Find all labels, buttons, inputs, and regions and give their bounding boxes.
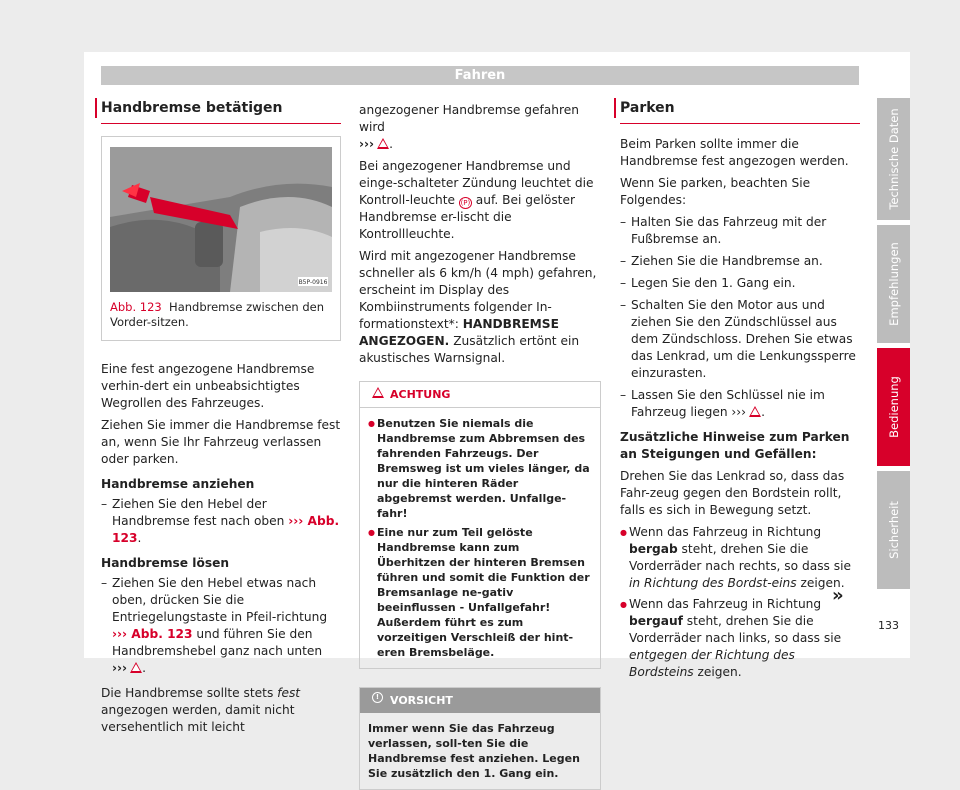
paragraph: angezogener Handbremse gefahren wird ››› . xyxy=(359,103,579,151)
paragraph: Bei angezogener Handbremse und einge-schalteter Zündung leuchtet die Kontroll-leuchte (P) auf. Bei gelöster Handbremse er-lischt die Kontrollleuchte. xyxy=(359,159,594,241)
figure-code: B5P-0916 xyxy=(298,279,328,286)
figure-123 xyxy=(101,136,341,341)
paragraph: Ziehen Sie immer die Handbremse fest an, wenn Sie Ihr Fahrzeug verlassen oder parken. xyxy=(101,418,341,466)
warning-link[interactable]: ››› xyxy=(359,137,375,151)
warning-item: ● Benutzen Sie niemals die Handbremse zum Abbremsen des fahrenden Fahrzeugs. Der Bremsweg ist um vieles länger, da nur die hinteren Räder abgebremst werden. Unfallge-fahr! xyxy=(368,416,590,521)
paragraph: Wird mit angezogener Handbremse schneller als 6 km/h (4 mph) gefahren, erscheint im Display des Kombiinstruments folgender In-formationstext*: HANDBREMSE ANGEZOGEN. Zusätzlich ertönt ein akustisches Warnsignal. xyxy=(359,249,597,365)
tab-sicherheit[interactable]: Sicherheit xyxy=(877,471,910,589)
continue-marker: » xyxy=(832,585,844,606)
paragraph: Die Handbremse sollte stets fest angezogen werden, damit nicht versehentlich mit leicht xyxy=(101,686,301,734)
caution-icon: ! xyxy=(372,692,383,703)
warning-icon xyxy=(749,406,761,417)
tab-bedienung[interactable]: Bedienung xyxy=(877,348,910,466)
section-title-handbremse: Handbremse betätigen xyxy=(101,100,341,124)
subheading-loesen: Handbremse lösen xyxy=(101,556,230,570)
figure-caption xyxy=(102,292,340,340)
figure-link[interactable]: ››› Abb. 123 xyxy=(112,514,340,545)
warning-link[interactable]: ››› xyxy=(112,661,128,675)
vorsicht-header: ! VORSICHT xyxy=(360,688,600,713)
step-item: – Ziehen Sie den Hebel etwas nach oben, drücken Sie die Entriegelungstaste in Pfeil-richtung ››› Abb. 123 und führen Sie den Handbremshebel ganz nach unten ››› . xyxy=(101,575,341,677)
list-item: – Schalten Sie den Motor aus und ziehen Sie den Zündschlüssel aus dem Zündschloss. Drehen Sie etwas das Lenkrad, um die Lenkungssperre einzurasten. xyxy=(620,297,860,382)
tab-empfehlungen[interactable]: Empfehlungen xyxy=(877,225,910,343)
step-item: – Ziehen Sie den Hebel der Handbremse fest nach oben ››› Abb. 123. xyxy=(101,496,341,547)
page-number: 133 xyxy=(878,619,899,632)
figure-ref: Abb. 123 xyxy=(110,300,162,314)
figure-caption-text: Handbremse zwischen den Vorder-sitzen. xyxy=(110,300,325,329)
handbrake-image xyxy=(110,147,332,292)
warning-icon xyxy=(130,662,142,673)
paragraph: Beim Parken sollte immer die Handbremse fest angezogen werden. xyxy=(620,137,849,168)
list-item: ● Wenn das Fahrzeug in Richtung bergauf steht, drehen Sie die Vorderräder nach links, so dass sie entgegen der Richtung des Bordsteins zeigen. xyxy=(620,596,860,681)
list-item: – Lassen Sie den Schlüssel nie im Fahrzeug liegen ››› . xyxy=(620,387,860,421)
handbrake-warning-light-icon: (P) xyxy=(460,199,471,207)
subheading-anziehen: Handbremse anziehen xyxy=(101,477,255,491)
warning-item: ● Eine nur zum Teil gelöste Handbremse kann zum Überhitzen der hinteren Bremsen führen und somit die Funktion der Bremsanlage ne-gativ beeinflussen - Unfallgefahr! Außerdem führt es zum vorzeitigen Verschleiß der hint-eren Bremsbeläge. xyxy=(368,525,590,660)
list-item: ● Wenn das Fahrzeug in Richtung bergab steht, drehen Sie die Vorderräder nach rechts, so dass sie in Richtung des Bordst-eins zeigen. xyxy=(620,524,860,592)
list-item: – Ziehen Sie die Handbremse an. xyxy=(620,253,860,270)
section-title-parken: Parken xyxy=(620,100,860,124)
list-item: – Legen Sie den 1. Gang ein. xyxy=(620,275,860,292)
vorsicht-box xyxy=(359,687,601,790)
paragraph: Eine fest angezogene Handbremse verhin-dert ein unbeabsichtigtes Wegrollen des Fahrzeuges. xyxy=(101,362,315,410)
middle-column xyxy=(359,102,601,790)
warning-icon xyxy=(377,138,389,149)
paragraph: Wenn Sie parken, beachten Sie Folgendes: xyxy=(620,176,811,207)
figure-link[interactable]: ››› Abb. 123 xyxy=(112,627,193,641)
achtung-header: ACHTUNG xyxy=(360,382,600,408)
handbrake-illustration xyxy=(110,147,332,292)
chapter-header: Fahren xyxy=(101,66,859,85)
paragraph: Drehen Sie das Lenkrad so, dass das Fahr-zeug gegen den Bordstein rollt, falls es sich in Bewegung setzt. xyxy=(620,469,845,517)
right-column xyxy=(620,100,860,681)
tab-technische-daten[interactable]: Technische Daten xyxy=(877,98,910,220)
vorsicht-body: Immer wenn Sie das Fahrzeug verlassen, soll-ten Sie die Handbremse fest anziehen. Legen Sie zusätzlich den 1. Gang ein. xyxy=(368,722,580,780)
left-column xyxy=(101,100,341,741)
achtung-body xyxy=(360,408,600,668)
warning-icon xyxy=(372,387,384,398)
list-item: – Halten Sie das Fahrzeug mit der Fußbremse an. xyxy=(620,214,860,248)
chapter-tabs xyxy=(877,98,910,594)
achtung-box xyxy=(359,381,601,669)
subheading-steigungen: Zusätzliche Hinweise zum Parken an Steigungen und Gefällen: xyxy=(620,430,850,461)
